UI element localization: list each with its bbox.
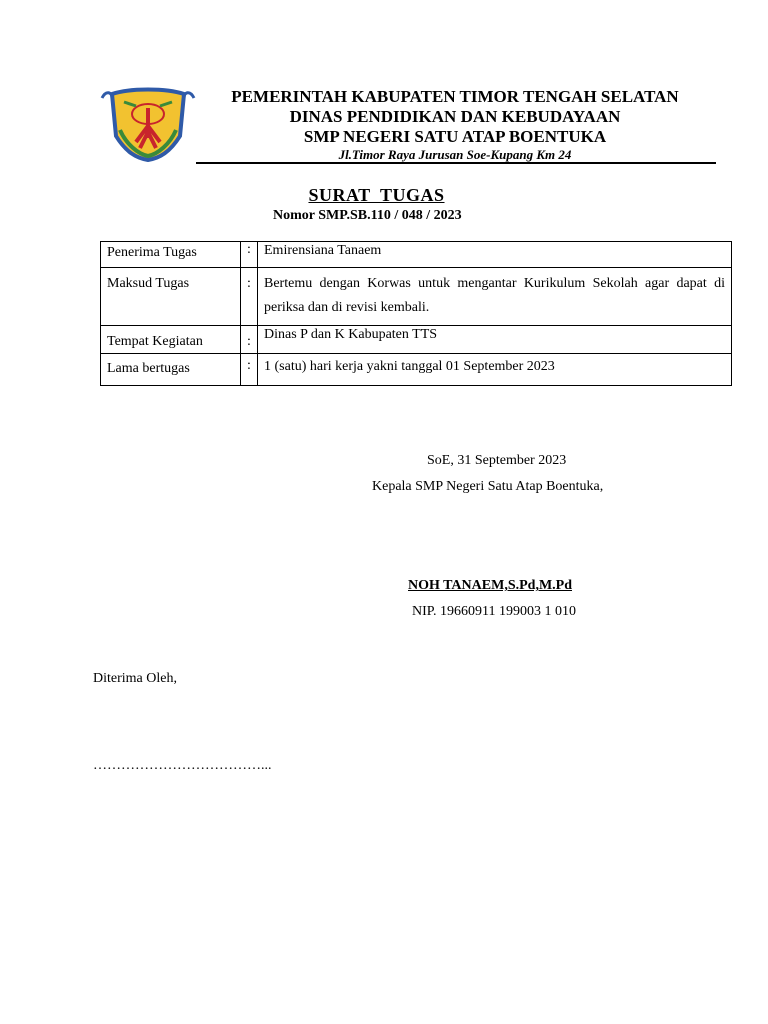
title-text: SURAT TUGAS bbox=[308, 185, 445, 205]
received-by-label: Diterima Oleh, bbox=[93, 671, 177, 686]
row-value: Bertemu dengan Korwas untuk mengantar Kurikulum Sekolah agar dapat di periksa dan di revisi kembali. bbox=[258, 268, 732, 326]
row-colon: : bbox=[241, 268, 258, 326]
letterhead-school: SMP NEGERI SATU ATAP BOENTUKA bbox=[303, 127, 607, 146]
document-title bbox=[0, 185, 768, 206]
signature-place-date: SoE, 31 September 2023 bbox=[427, 453, 567, 468]
letterhead-government: PEMERINTAH KABUPATEN TIMOR TENGAH SELATAN bbox=[231, 87, 679, 106]
table-row bbox=[101, 326, 732, 354]
received-signature-line: ………………………………... bbox=[93, 758, 272, 773]
row-label: Maksud Tugas bbox=[101, 268, 241, 326]
table-row bbox=[101, 268, 732, 326]
signature-position: Kepala SMP Negeri Satu Atap Boentuka, bbox=[372, 479, 604, 494]
header-divider bbox=[196, 162, 716, 164]
table-row bbox=[101, 354, 732, 386]
signatory-name: NOH TANAEM,S.Pd,M.Pd bbox=[408, 578, 572, 593]
row-label: Penerima Tugas bbox=[101, 242, 241, 268]
row-value: 1 (satu) hari kerja yakni tanggal 01 September 2023 bbox=[258, 354, 732, 386]
signatory-nip: NIP. 19660911 199003 1 010 bbox=[412, 604, 576, 619]
row-colon: : bbox=[241, 242, 258, 268]
assignment-details-table bbox=[100, 241, 732, 386]
letterhead-department: DINAS PENDIDIKAN DAN KEBUDAYAAN bbox=[289, 107, 621, 126]
row-colon: : bbox=[241, 326, 258, 354]
table-row bbox=[101, 242, 732, 268]
row-value: Emirensiana Tanaem bbox=[258, 242, 732, 268]
letterhead-address: Jl.Timor Raya Jurusan Soe-Kupang Km 24 bbox=[338, 147, 572, 162]
document-number: Nomor SMP.SB.110 / 048 / 2023 bbox=[273, 208, 462, 223]
row-value: Dinas P dan K Kabupaten TTS bbox=[258, 326, 732, 354]
row-label: Tempat Kegiatan bbox=[101, 326, 241, 354]
row-colon: : bbox=[241, 354, 258, 386]
letterhead bbox=[200, 87, 710, 163]
row-label: Lama bertugas bbox=[101, 354, 241, 386]
regency-emblem-logo bbox=[100, 86, 196, 162]
